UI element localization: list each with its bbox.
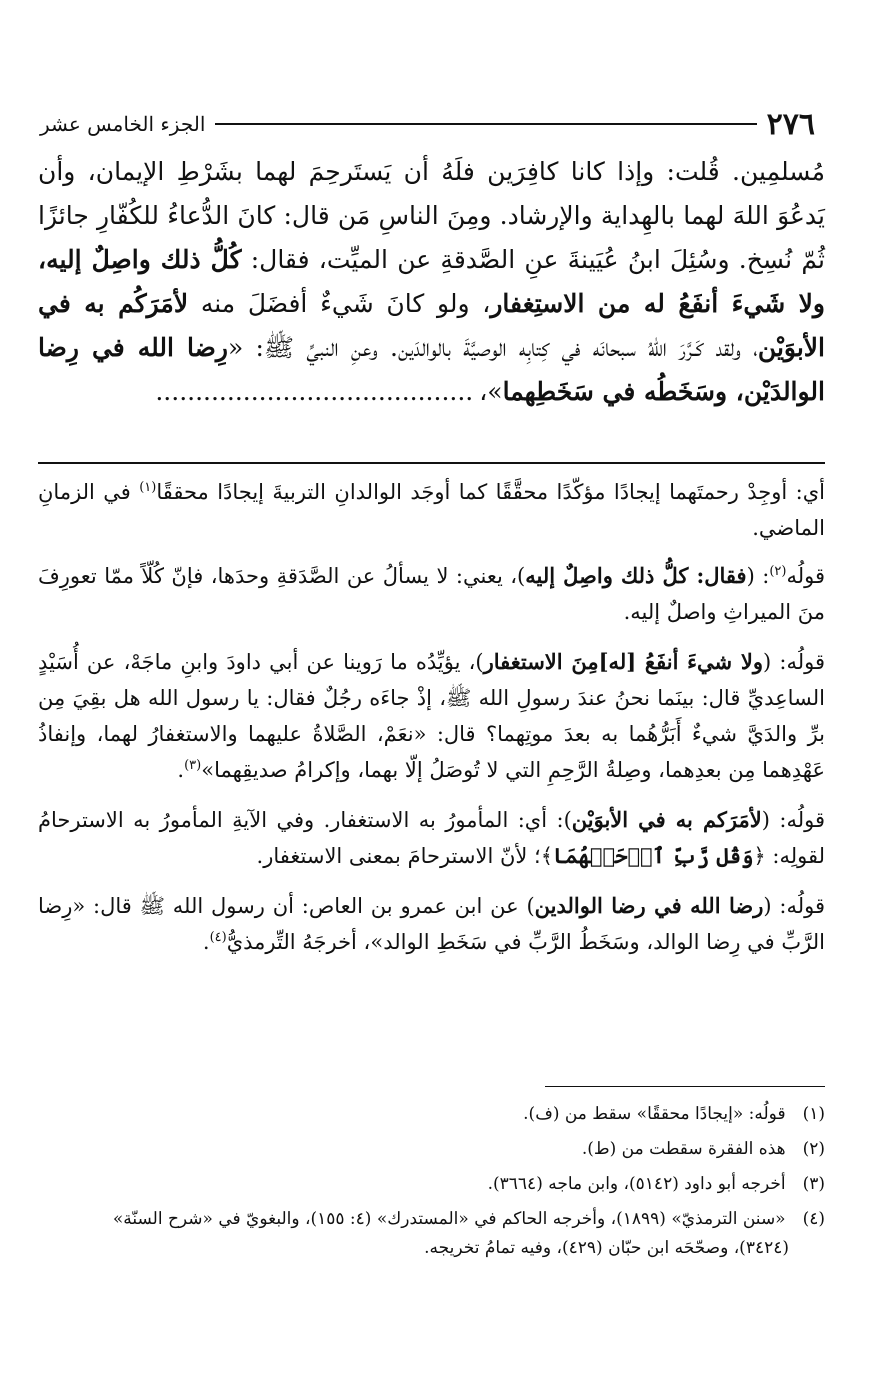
main-paragraph: [38, 150, 825, 414]
header-rule: [215, 123, 756, 125]
footnote-text: «سنن الترمذيّ» (١٨٩٩)، وأخرجه الحاكم في «المستدرك» (٤: ١٥٥)، والبغويّ في «شرح السنّة»: [112, 1209, 786, 1229]
main-text-run: ، ولقد كَـرَّرَ اللهُ سبحانَه في كِتابِه الوصيَّةَ بالوالدَين. وعنِ النبيِّ ﷺ: «: [227, 333, 758, 362]
footnote-text: هذه الفقرة سقطت من (ط).: [581, 1139, 786, 1159]
commentary-run: أي: أوجِدْ رحمتَهما إيجادًا مؤكّدًا محقَّقًا كما أوجَد الوالدانِ التربيةَ إيجادًا محققًا: [156, 480, 825, 504]
footnote: [38, 1205, 825, 1234]
footnote: [38, 1100, 825, 1129]
commentary-run: قولُه: [786, 564, 825, 588]
footnote-continuation: (٣٤٢٤)، وصحّحَه ابن حبّان (٤٢٩)، وفيه تمامُ تخريجه.: [424, 1238, 789, 1258]
page-header: [40, 104, 815, 144]
footnote: [38, 1135, 825, 1164]
commentary-run: )، يعني: لا يسألُ عن الصَّدَقةِ وحدَها، فإنّ كُلّاً ممّا تعورِفَ منَ الميراثِ واصلٌ إليه.: [38, 564, 825, 624]
footnote-number: (٤): [802, 1209, 825, 1229]
commentary-paragraph: [38, 888, 825, 960]
main-text: [38, 150, 825, 414]
main-text-run: مُسلمِين. قُلت: وإذا كانا كافِرَين فلَهُ أن يَستَرحِمَ لهما بشَرْطِ الإيمان، وأن يَدعُوَ اللهَ لهما بالهِداية والإرشاد. ومِنَ الناسِ مَن قال: كانَ الدُّعاءُ للكُفّارِ جائزًا ثُمّ نُسِخ. وسُئِلَ ابنُ عُيَينةَ عنِ الصَّدقةِ عن الميِّت، فقال:: [38, 157, 825, 274]
commentary-run: : (: [746, 564, 770, 588]
commentary-run: .: [202, 930, 210, 954]
footnotes: [38, 1100, 825, 1269]
commentary-run: .: [177, 758, 185, 782]
footnote-ref[interactable]: (٢): [769, 564, 787, 579]
commentary-run: قولُه: (: [761, 808, 825, 832]
main-text-run: ، ولو كانَ شَيءٌ أفضَلَ منه: [188, 289, 491, 318]
footnote-rule: [545, 1086, 825, 1087]
main-bold-phrase: كُلُّ ذلك واصِلٌ إليه، ولا شَيءَ أنفَعُ له من الاستِغفار: [38, 245, 826, 318]
footnote-number: (١): [802, 1104, 825, 1124]
commentary: [38, 474, 825, 974]
footnote-ref[interactable]: (٣): [184, 758, 202, 773]
commentary-run: )، يؤيِّدُه ما رَوينا عن أبي داودَ وابنِ ماجَهْ، عن أُسَيْدٍ الساعِديِّ قال: بينَما نحنُ عندَ رسولِ الله ﷺ، إذْ جاءَه رجُلٌ فقال: يا رسول الله هل بقِيَ مِن برِّ والدَيَّ شيءٌ أَبَرُّهُما به بعدَ موتِهما؟ قال: «نعَمْ، الصَّلاةُ عليهما والاستغفارُ لهما، وإنفاذُ عَهْدِهما مِن بعدِهما، وصِلةُ الرَّحِمِ التي لا تُوصَلُ إلّا بهما، وإكرامُ صديقِهما»: [38, 650, 825, 782]
footnote: [38, 1170, 825, 1199]
commentary-bold: رضا الله في رضا الوالدين: [534, 893, 764, 918]
commentary-run: ﴾؛ لأنّ الاسترحامَ بمعنى الاستغفار.: [256, 844, 554, 868]
commentary-run: في الزمانِ الماضي.: [38, 480, 825, 540]
commentary-paragraph: [38, 474, 825, 546]
hadith-quote: رِضا الله في رِضا الوالدَيْن، وسَخَطُه في سَخَطِهما: [38, 333, 825, 406]
commentary-run: ) عن ابن عمرو بن العاص: أن رسول الله ﷺ قال: «رِضا الرَّبِّ في رِضا الوالد، وسَخَطُ الرَّبِّ في سَخَطِ الوالد»، أخرجَهُ التِّرمذيُّ: [38, 894, 825, 954]
commentary-run: قولُه: (: [763, 894, 825, 918]
footnote-text: أخرجه أبو داود (٥١٤٢)، وابن ماجه (٣٦٦٤).: [487, 1174, 786, 1194]
ellipsis-dots: ........................................: [155, 377, 474, 406]
footnote-ref[interactable]: (١): [139, 480, 157, 495]
commentary-run: قولُه: (: [763, 650, 825, 674]
main-bold-phrase: لأمَرَكُم به في الأبوَيْن: [38, 289, 825, 362]
commentary-paragraph: [38, 644, 825, 788]
commentary-paragraph: [38, 558, 825, 630]
commentary-paragraph: [38, 802, 825, 874]
main-separator-rule: [38, 462, 825, 464]
commentary-run: ): أي: المأمورُ به الاستغفار. وفي الآيةِ المأمورُ به الاسترحامُ لقولِه: ﴿: [38, 808, 825, 868]
commentary-bold: ولا شيءَ أنفَعُ [له]مِنَ الاستغفار: [483, 649, 764, 674]
footnote-text: قولُه: «إيجادًا محققًا» سقط من (ف).: [523, 1104, 786, 1124]
footnote-number: (٢): [802, 1139, 825, 1159]
footnote-ref[interactable]: (٤): [209, 930, 227, 945]
commentary-bold: لأمَرَكم به في الأبوَيْن: [571, 807, 762, 832]
commentary-bold: فقال: كلُّ ذلك واصِلٌ إليه: [525, 563, 747, 588]
page-number: ٢٧٦: [766, 106, 815, 142]
footnote-number: (٣): [802, 1174, 825, 1194]
quran-verse: وَقُل رَّبِّ ٱرۡحَمۡهُمَا: [553, 843, 754, 868]
part-title: الجزء الخامس عشر: [40, 112, 206, 136]
main-text-run: »،: [479, 377, 503, 406]
